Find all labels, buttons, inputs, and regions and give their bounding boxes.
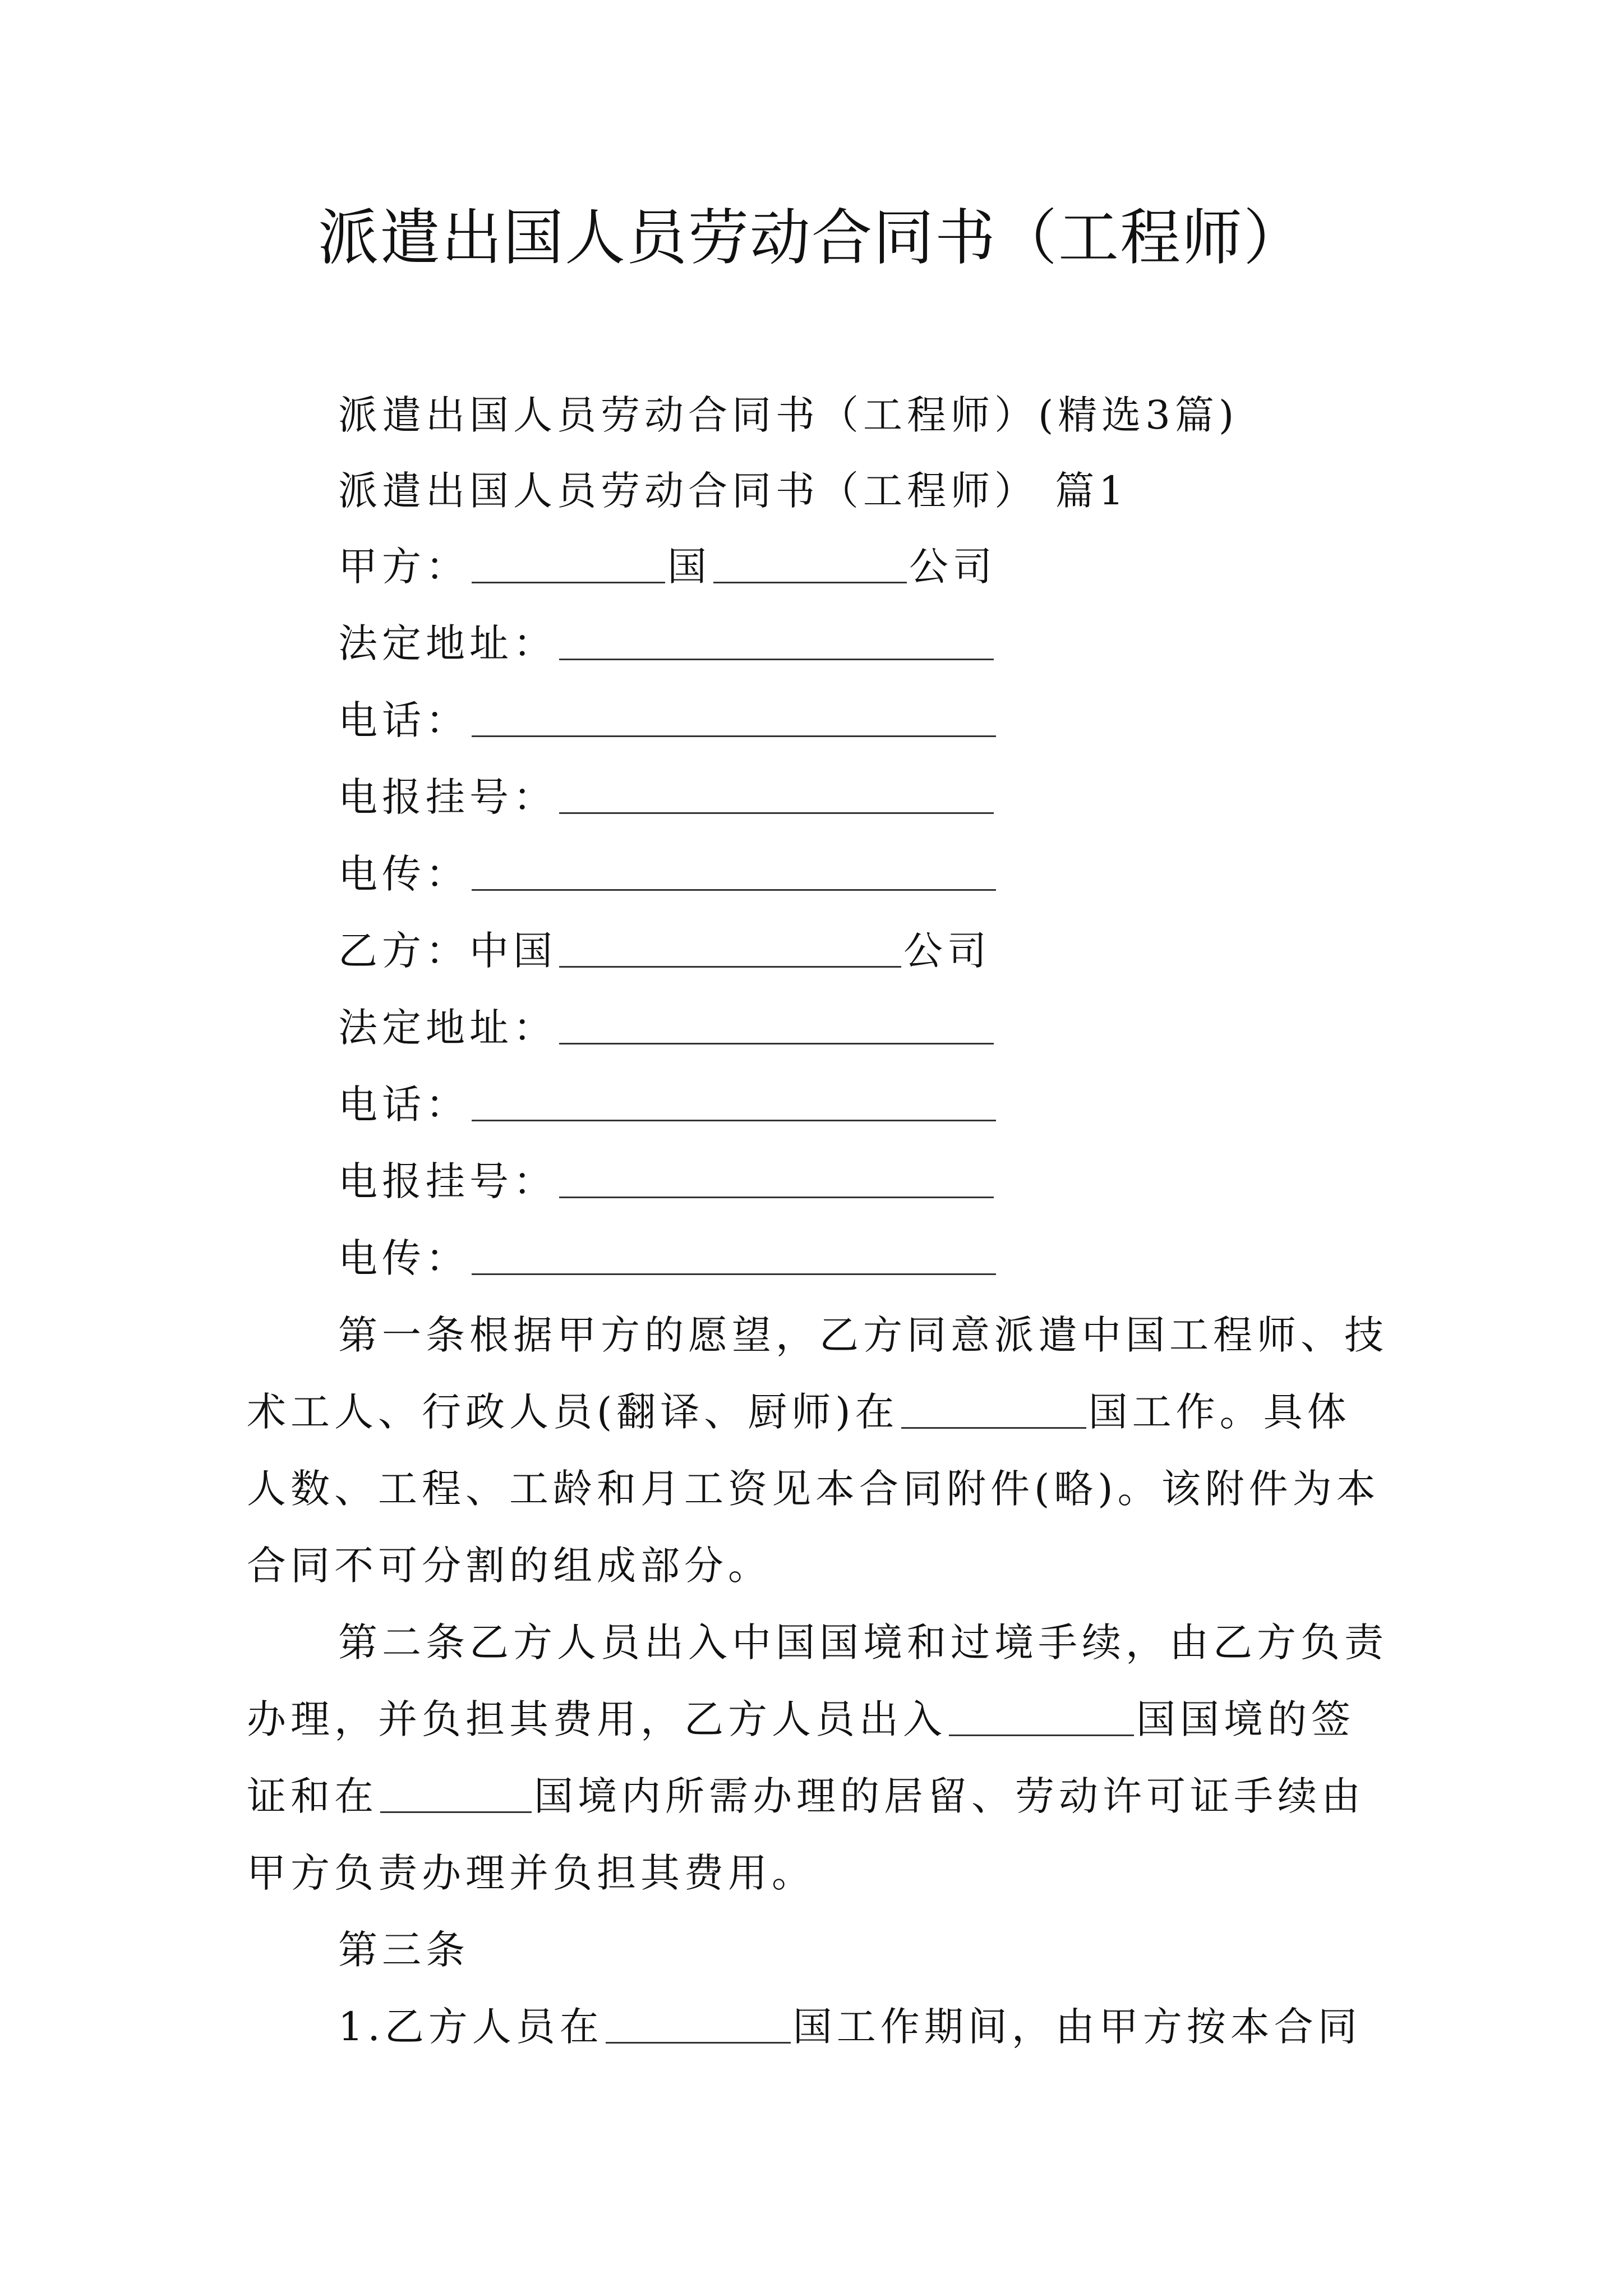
party-b-label: 乙方：中国 [338,928,557,974]
party-b-phone-blank [472,1084,996,1121]
party-a-address-line [338,615,996,671]
article2-line1: 第二条乙方人员出入中国国境和过境手续，由乙方负责 [338,1619,1388,1665]
article3-line1-a: 1.乙方人员在 [338,2004,603,2050]
party-a-telegraph-line [338,769,996,825]
article2-country-blank [949,1699,1134,1736]
party-b-address-line [338,1000,996,1056]
party-a-country-blank [472,546,665,583]
party-b-telegraph-blank [559,1161,994,1198]
article2-country-blank-2 [380,1775,532,1813]
article1-line2-b: 国工作。具体 [1088,1389,1351,1435]
party-b-company-blank [559,930,901,968]
party-a-address-label: 法定地址： [338,620,557,666]
article2-line3-a: 证和在 [247,1773,378,1819]
article2-line2-b: 国国境的签 [1136,1696,1355,1742]
party-a-end: 公司 [909,544,997,590]
article1-line2-a: 术工人、行政人员(翻译、厨师)在 [247,1389,899,1435]
party-b-line [338,923,991,979]
party-a-phone-blank [472,700,996,737]
article1-line4: 合同不可分割的组成部分。 [247,1543,772,1589]
article1-line3: 人数、工程、工龄和月工资见本合同附件(略)。该附件为本 [247,1466,1380,1512]
party-a-mid: 国 [667,544,711,590]
article2-line3 [247,1768,1385,1824]
party-a-phone-label: 电话： [338,697,469,743]
party-b-address-blank [559,1007,994,1045]
party-a-address-blank [559,623,994,660]
article1-line2 [247,1384,1385,1440]
article3-line1-b: 国工作期间，由甲方按本合同 [792,2004,1362,2050]
party-a-phone-line [338,692,998,748]
party-b-end: 公司 [903,928,991,974]
party-a-telegraph-blank [559,776,994,814]
party-b-phone-line [338,1076,998,1133]
party-a-telex-label: 电传： [338,851,469,897]
party-b-telegraph-line [338,1153,996,1209]
party-a-line [338,539,997,595]
party-b-telex-line [338,1230,998,1286]
article2-line4: 甲方负责办理并负担其费用。 [247,1850,815,1896]
party-a-telegraph-label: 电报挂号： [338,774,557,820]
party-a-label: 甲方： [338,544,469,590]
article3-heading: 第三条 [338,1927,469,1973]
document-title: 派遣出国人员劳动合同书（工程师） [317,203,1305,273]
party-b-phone-label: 电话： [338,1082,469,1128]
subtitle: 派遣出国人员劳动合同书（工程师）(精选3篇) [338,392,1239,438]
party-a-telex-line [338,846,998,902]
party-a-telex-blank [472,853,996,891]
article1-country-blank [901,1391,1086,1429]
party-b-address-label: 法定地址： [338,1005,557,1051]
party-b-telex-blank [472,1237,996,1275]
party-a-company-blank [713,546,907,583]
article1-line1: 第一条根据甲方的愿望，乙方同意派遣中国工程师、技 [338,1312,1388,1358]
section-heading: 派遣出国人员劳动合同书（工程师） 篇1 [338,468,1128,514]
party-b-telex-label: 电传： [338,1235,469,1281]
article2-line2-a: 办理，并负担其费用，乙方人员出入 [247,1696,947,1742]
article3-country-blank [606,2006,791,2044]
party-b-telegraph-label: 电报挂号： [338,1158,557,1204]
article3-line1 [338,1999,1385,2055]
article2-line3-b: 国境内所需办理的居留、劳动许可证手续由 [534,1773,1365,1819]
article2-line2 [247,1691,1385,1747]
